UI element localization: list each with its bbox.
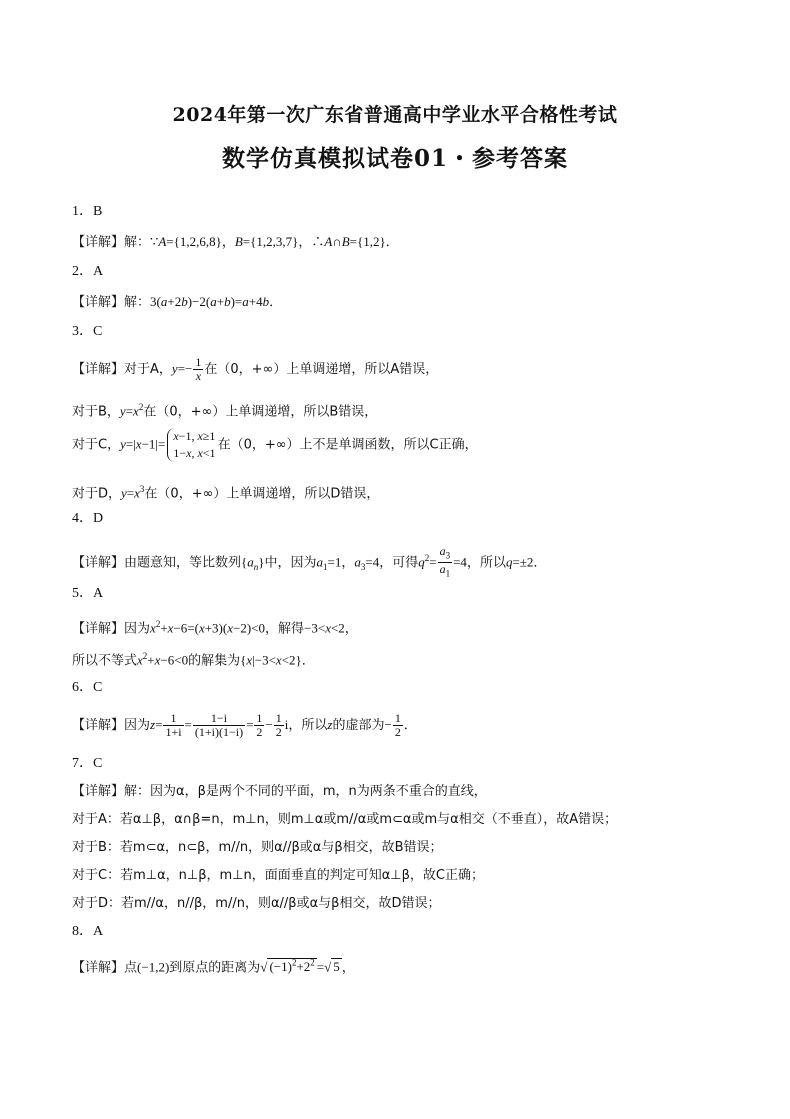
answer-detail-7-intro: 【详解】解：因为α，β是两个不同的平面，m，n为两条不重合的直线， [72,784,487,799]
answer-label-2: 2．A [72,264,104,279]
answer-detail-7-d: 对于D：若m//α，n//β，m//n，则α//β或α与β相交，故D错误； [72,896,441,911]
answer-detail-7-c: 对于C：若m⊥α，n⊥β，m⊥n，面面垂直的判定可知α⊥β，故C正确； [72,868,484,883]
answer-detail-3-a: 【详解】对于A，y=− $\frac{1}{x}$ 在（0，+∞）上单调递增，所以A错误， [72,355,439,383]
answer-detail-2: 【详解】解：3(a+2b)−2(a+b)=a+4b． [72,294,283,310]
answer-detail-4: 【详解】由题意知，等比数列$\{a_n\}$中，因为$a_1=1$，$a_3=4$，可得$q^2=$ $\frac{a_3}{a_1}$ =4，所以q=±2． [72,544,547,579]
answer-detail-1: 【详解】解：∵A={1,2,6,8}，B={1,2,3,7}，∴A∩B={1,2}． [72,234,399,250]
answer-label-4: 4．D [72,511,104,526]
answer-detail-7-a: 对于A：若α⊥β，α∩β=n，m⊥n，则m⊥α或m//α或m⊂α或m与α相交（不垂直），故A错误； [72,812,618,827]
answer-key-title: 数学仿真模拟试卷01・参考答案 [221,145,568,172]
answer-detail-5-a: 【详解】因为$x^2+x-6=(x+3)(x-2)<0$，解得−3<x<2， [72,619,358,637]
answer-label-5: 5．A [72,586,104,601]
answer-label-3: 3．C [72,324,103,339]
answer-label-7: 7．C [72,756,103,771]
answer-detail-3-c: 对于C，y=|x−1|= x−1, x≥1 1−x, x<1 在（0，+∞）上不是单调函数，所以C正确， [72,429,478,460]
answer-detail-7-b: 对于B：若m⊂α，n⊂β，m//n，则α//β或α与β相交，故B错误； [72,840,443,855]
answer-detail-3-d: 对于D，$y=x^3$在（0，+∞）上单调递增，所以D错误， [72,484,380,502]
answer-label-1: 1．B [72,204,103,219]
answer-detail-5-b: 所以不等式$x^2+x-6<0$的解集为{x|−3<x<2}． [72,651,315,669]
answer-label-8: 8．A [72,924,104,939]
answer-detail-6: 【详解】因为z= $\frac{1}{1+i}$ = $\frac{1-i}{(1+i)(1-i)}$ = $\frac{1}{2}$ − $\frac{1}{2}$ i，所以z的虚部为− $\frac{1}{2}$ ． [72,711,417,739]
answer-detail-8: 【详解】点(−1,2)到原点的距离为√ $(-1)^2+2^2$ =√ 5 ， [72,958,355,976]
exam-title: 2024年第一次广东省普通高中学业水平合格性考试 [172,104,618,126]
answer-detail-3-b: 对于B，$y=x^2$在（0，+∞）上单调递增，所以B错误， [72,402,378,420]
answer-label-6: 6．C [72,680,103,695]
